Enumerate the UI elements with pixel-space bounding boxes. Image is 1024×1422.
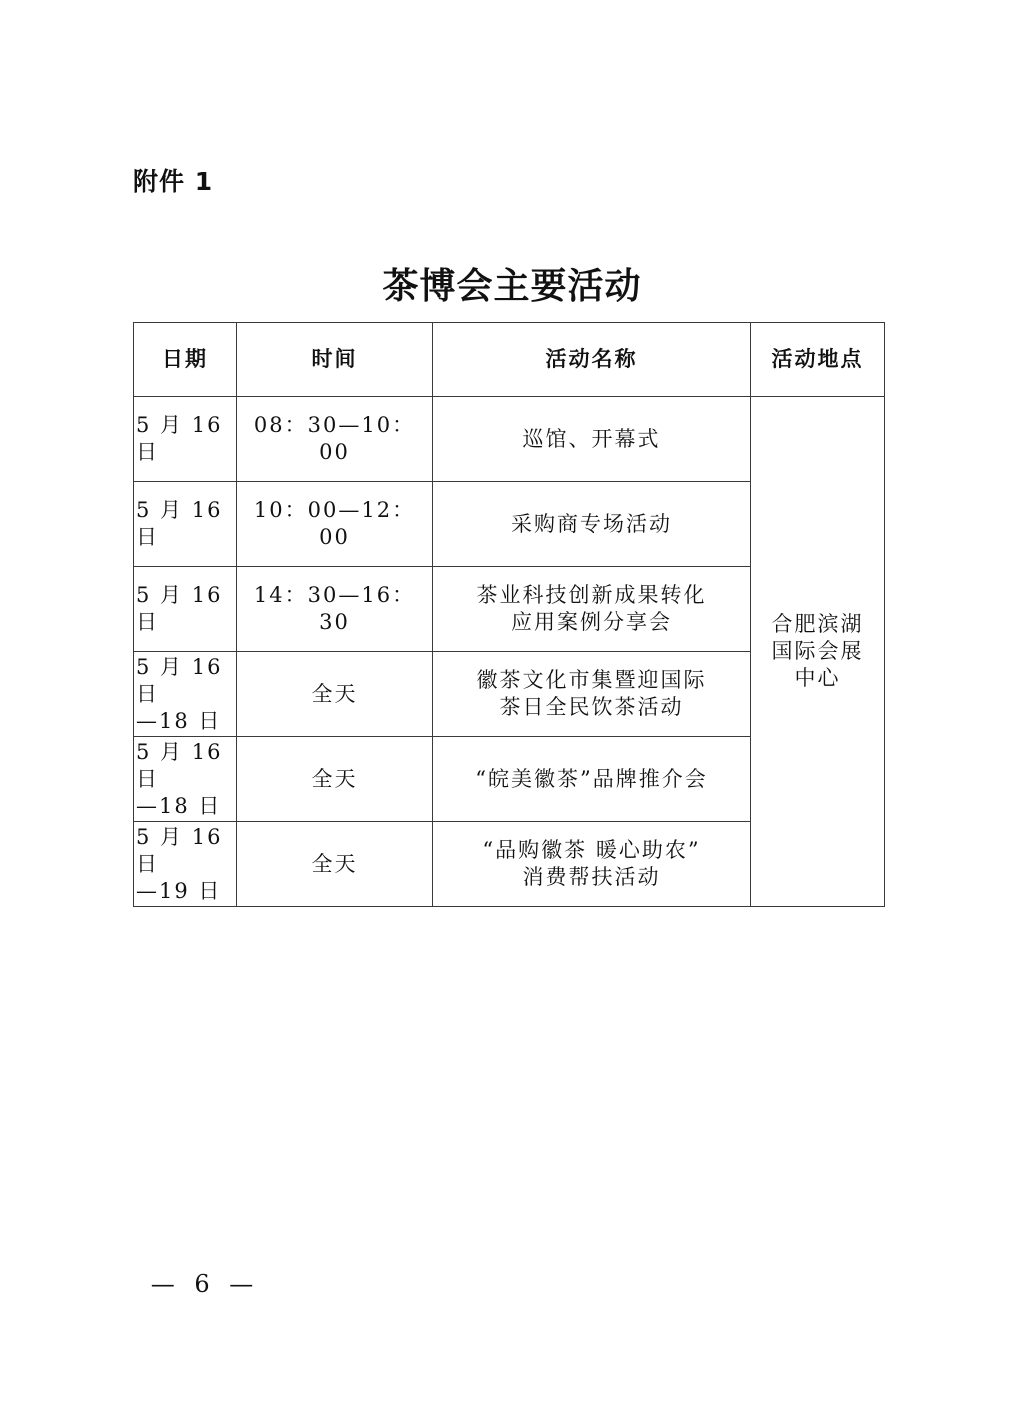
header-date: 日期 (134, 323, 237, 397)
date-cell: 5 月 16 日 —19 日 (134, 822, 237, 907)
activity-name-cell: 茶业科技创新成果转化 应用案例分享会 (433, 567, 751, 652)
venue-cell: 合肥滨湖 国际会展 中心 (751, 397, 885, 907)
date-cell: 5 月 16 日 (134, 397, 237, 482)
header-venue: 活动地点 (751, 323, 885, 397)
page-number: — 6 — (150, 1270, 260, 1298)
attachment-label: 附件 1 (133, 167, 214, 196)
time-cell: 08：30—10：00 (237, 397, 433, 482)
page-title: 茶博会主要活动 (382, 265, 642, 307)
time-cell: 全天 (237, 822, 433, 907)
time-cell: 10：00—12：00 (237, 482, 433, 567)
activity-name-cell: “品购徽茶 暖心助农” 消费帮扶活动 (433, 822, 751, 907)
header-time: 时间 (237, 323, 433, 397)
time-cell: 全天 (237, 737, 433, 822)
date-cell: 5 月 16 日 (134, 482, 237, 567)
activity-name-cell: 采购商专场活动 (433, 482, 751, 567)
header-name: 活动名称 (433, 323, 751, 397)
date-cell: 5 月 16 日 —18 日 (134, 737, 237, 822)
date-cell: 5 月 16 日 —18 日 (134, 652, 237, 737)
activity-name-cell: “皖美徽茶”品牌推介会 (433, 737, 751, 822)
time-cell: 14：30—16：30 (237, 567, 433, 652)
activity-name-cell: 徽茶文化市集暨迎国际 茶日全民饮茶活动 (433, 652, 751, 737)
time-cell: 全天 (237, 652, 433, 737)
date-cell: 5 月 16 日 (134, 567, 237, 652)
activity-name-cell: 巡馆、开幕式 (433, 397, 751, 482)
activity-table (133, 322, 885, 907)
table-row (134, 397, 885, 482)
